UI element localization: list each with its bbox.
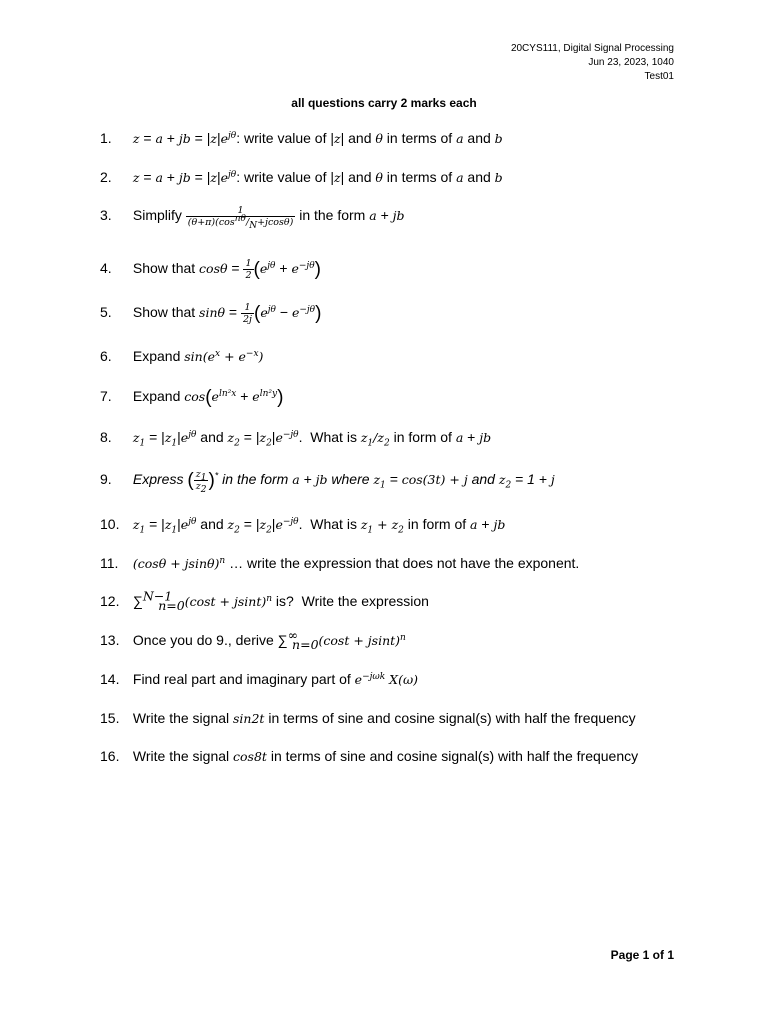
question-15 [100,708,636,729]
question-text: $\sum^{N-1}_{n=0}(\cos t + jsint)^n$ is? Write the expression [132,588,429,613]
question-number: 9. [100,471,112,488]
question-3 [100,205,405,231]
question-text: Simplify $\frac{1}{(\theta+\pi)(\cos^{n\theta}/_N+jcos\theta)}$ in the form a + jb [132,205,405,231]
question-number: 8. [100,429,112,445]
instructions-heading: all questions carry 2 marks each [291,96,477,110]
page-footer: Page 1 of 1 [610,948,674,962]
question-number: 7. [100,388,112,404]
question-number: 6. [100,348,112,364]
question-number: 15. [100,710,120,726]
question-text: $(\cos\theta + jsin\theta)^n$ … write the expression that does not have the exponent. [132,555,580,571]
question-number: 10. [100,516,120,532]
question-14 [100,669,418,690]
fraction: $\frac{1}{2}$ [245,258,252,281]
question-text: $z_1 = |z_1|e^{j\theta}$ and $z_2 = |z_2|e^{-j\theta}$. What is $z_1/z_2$ in form of a + jb [132,429,492,449]
question-text: Show that cosθ = $\frac{1}{2}$ $(e^{j\theta} + e^{-j\theta})$ [132,258,321,281]
question-text: Write the signal sin2t in terms of sine and cosine signal(s) with half the frequency [132,710,636,726]
test-line: Test01 [644,71,674,82]
question-number: 1. [100,130,112,146]
question-text: Write the signal cos8t in terms of sine and cosine signal(s) with half the frequency [132,748,639,764]
fraction: $\frac{1}{2j}$ [243,302,253,325]
question-number: 14. [100,671,120,687]
question-text: Expand $\cos(e^{ln^2x} + e^{ln^2y})$ [132,387,284,408]
question-10 [100,514,505,535]
question-text: Express ( $\frac{z_1}{z_2}$ )* in the form a + jb where $z_1 = \cos(3t) + j$ and $z_2 = 1 + j$ [132,469,555,495]
question-12 [100,588,429,613]
question-number: 12. [100,593,120,609]
question-5 [100,302,321,325]
document-header [511,42,674,84]
fraction: $\frac{z_1}{z_2}$ [195,469,207,495]
question-number: 5. [100,304,112,321]
fraction: $\frac{1}{(\theta+\pi)(\cos^{n\theta}/_N+jcos\theta)}$ [187,205,294,231]
question-number: 4. [100,260,112,277]
question-text: Expand $\sin(e^x + e^{-x})$ [132,348,264,364]
question-text: $z_1 = |z_1|e^{j\theta}$ and $z_2 = |z_2|e^{-j\theta}$. What is $z_1 + z_2$ in form of a + jb [132,516,506,536]
question-number: 13. [100,632,120,648]
question-text: Show that sinθ = $\frac{1}{2j}$ $(e^{j\theta} - e^{-j\theta})$ [132,302,322,325]
question-number: 11. [100,555,119,571]
question-6 [100,346,263,367]
question-text: z = a + jb = $|z|e^{j\theta}$: write value of |z| and θ in terms of a and b [132,169,503,185]
question-8 [100,427,491,448]
question-1 [100,128,503,149]
question-13 [100,627,406,652]
question-number: 16. [100,748,120,764]
question-text: Find real part and imaginary part of $e^{-j\omega k}$ X(ω) [132,671,419,687]
question-text: Once you do 9., derive $\sum^\infty_{n=0}(\cos t + jsint)^n$ [132,627,406,652]
date-line: Jun 23, 2023, 1040 [588,57,674,68]
question-11 [100,553,579,574]
question-text: z = a + jb = $|z|e^{j\theta}$: write value of |z| and θ in terms of a and b [132,130,503,146]
course-line: 20CYS111, Digital Signal Processing [510,43,674,54]
question-4 [100,258,321,281]
question-number: 3. [100,207,112,224]
question-2 [100,167,503,188]
question-9 [100,469,555,495]
question-16 [100,746,638,767]
question-number: 2. [100,169,112,185]
question-7 [100,386,283,408]
